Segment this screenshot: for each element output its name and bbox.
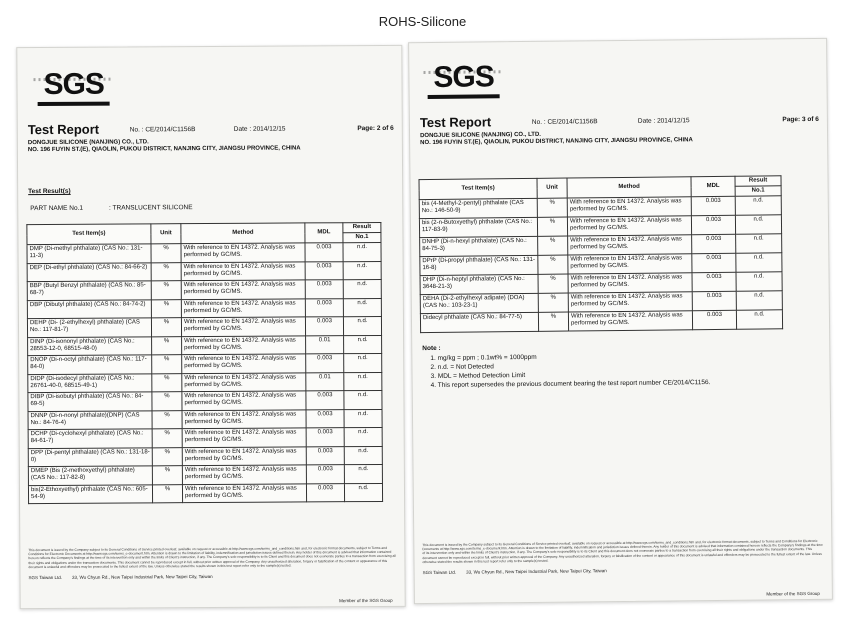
cell-result: n.d. xyxy=(344,483,382,502)
cell-unit: % xyxy=(152,447,182,466)
cell-unit: % xyxy=(538,236,568,255)
cell-result: n.d. xyxy=(344,446,382,465)
page-number: Page: 2 of 6 xyxy=(357,124,394,133)
part-name xyxy=(30,204,192,212)
cell-unit: % xyxy=(538,255,568,274)
cell-unit: % xyxy=(538,312,568,331)
cell-method: With reference to EN 14372. Analysis was performed by GC/MS. xyxy=(182,483,306,502)
cell-unit: % xyxy=(537,198,567,217)
col-header-result: Result xyxy=(343,222,381,232)
cell-result: n.d. xyxy=(343,316,381,335)
cell-method: With reference to EN 14372. Analysis was performed by GC/MS. xyxy=(182,391,306,410)
cell-mdl: 0.003 xyxy=(692,291,736,310)
company-address: NO. 196 FUYIN ST.(E), QIAOLIN, PUKOU DISTRICT, NANJING CITY, JIANGSU PROVINCE, CHINA xyxy=(27,145,301,154)
footer-address: 33, Wu Chyun Rd., New Taipei Industrial Park, New Taipei City, Taiwan xyxy=(466,568,607,575)
cell-item: DCHP (Di-cyclohexyl phthalate) (CAS No.: 84-61-7) xyxy=(28,429,152,448)
col-header-unit: Unit xyxy=(151,224,181,244)
footer-address: 33, Wu Chyun Rd., New Taipei Industrial Park, New Taipei City, Taiwan xyxy=(71,574,213,580)
cell-method: With reference to EN 14372. Analysis was performed by GC/MS. xyxy=(182,446,306,465)
report-header xyxy=(28,120,394,153)
results-table xyxy=(419,175,784,333)
cell-mdl: 0.003 xyxy=(306,391,344,410)
cell-mdl: 0.003 xyxy=(306,409,344,428)
cell-item: bis(2-Ethoxyethyl) phthalate (CAS No.: 605-54-9) xyxy=(28,484,152,503)
cell-unit: % xyxy=(537,217,567,236)
cell-result: n.d. xyxy=(736,253,782,272)
cell-mdl: 0.003 xyxy=(305,280,343,299)
cell-result: n.d. xyxy=(343,242,381,261)
cell-method: With reference to EN 14372. Analysis was performed by GC/MS. xyxy=(568,311,692,331)
cell-method: With reference to EN 14372. Analysis was performed by GC/MS. xyxy=(182,465,306,484)
table-row xyxy=(28,483,382,504)
col-header-item: Test Item(s) xyxy=(419,178,537,199)
cell-method: With reference to EN 14372. Analysis was performed by GC/MS. xyxy=(181,243,305,262)
cell-unit: % xyxy=(151,281,181,300)
cell-method: With reference to EN 14372. Analysis was performed by GC/MS. xyxy=(182,335,306,354)
cell-mdl: 0.003 xyxy=(305,243,343,262)
cell-item: DHP (Di-n-heptyl phthalate) (CAS No.: 3648-21-3) xyxy=(420,274,538,294)
page-footer xyxy=(28,545,396,604)
footer-disclaimer: This document is issued by the Company subject to its General Conditions of Service printed overleaf, available on request or accessible at http://www.sgs.com/terms_and_conditions.htm and, for electronic format documents, subject to Terms and Conditions for Electronic Documents at http://www.sgs.com/terms_e-document.htm. Attention is drawn to the limitation of liability, indemnification and jurisdiction issues defined therein. Any holder of this document is advised that information contained hereon reflects the Company's findings at the time of its intervention only and within the limits of Client's instruction, if any. The Company's sole responsibility is to its Client and this document does not exonerate parties to a transaction from exercising all their rights and obligations under the transaction documents. This document cannot be reproduced except in full, without prior written approval of the Company. Any unauthorized alteration, forgery or falsification of the content or appearance of this document is unlawful and offenders may be prosecuted to the fullest extent of the law. Unless otherwise stated the results shown in this test report refer only to the sample(s) tested. xyxy=(422,538,823,564)
cell-item: DINP (Di-isononyl phthalate) (CAS No.: 28553-12-0, 68515-48-0) xyxy=(28,336,152,355)
cell-item: DBP (Dibutyl phthalate) (CAS No.: 84-74-2) xyxy=(27,299,151,318)
cell-method: With reference to EN 14372. Analysis was performed by GC/MS. xyxy=(567,216,691,236)
footer-company: SGS Taiwan Ltd. xyxy=(422,569,457,576)
test-report-page-2 xyxy=(16,45,405,609)
cell-item: DIBP (Di-isobutyl phthalate) (CAS No.: 84-69-5) xyxy=(28,392,152,411)
cell-unit: % xyxy=(152,392,182,411)
footer-disclaimer: This document is issued by the Company subject to its General Conditions of Service printed overleaf, available on request or accessible at http://www.sgs.com/terms_and_conditions.htm and, for electronic format documents, subject to Terms and Conditions for Electronic Documents at http://www.sgs.com/terms_e-document.htm. Attention is drawn to the limitation of liability, indemnification and jurisdiction issues defined therein. Any holder of this document is advised that information contained hereon reflects the Company's findings at the time of its intervention only and within the limits of Client's instruction, if any. The Company's sole responsibility is to its Client and this document does not exonerate parties to a transaction from exercising all their rights and obligations under the transaction documents. This document cannot be reproduced except in full, without prior written approval of the Company. Any unauthorized alteration, forgery or falsification of the content or appearance of this document is unlawful and offenders may be prosecuted to the fullest extent of the law. Unless otherwise stated the results shown in this test report refer only to the sample(s) tested. xyxy=(28,545,396,569)
report-date: Date : 2014/12/15 xyxy=(233,125,286,133)
notes-section xyxy=(422,342,710,391)
table-row xyxy=(28,353,382,374)
cell-result: n.d. xyxy=(736,291,782,310)
cell-mdl: 0.003 xyxy=(305,261,343,280)
table-row xyxy=(28,335,382,356)
col-header-result-no1: No.1 xyxy=(735,186,781,196)
cell-result: n.d. xyxy=(343,298,381,317)
table-row xyxy=(27,279,381,300)
table-row xyxy=(28,409,382,430)
cell-unit: % xyxy=(152,336,182,355)
cell-mdl: 0.01 xyxy=(306,335,344,354)
cell-item: DMEP (Bis (2-methoxyethyl) phthalate) (CAS No.: 117-82-8) xyxy=(28,466,152,485)
cell-method: With reference to EN 14372. Analysis was performed by GC/MS. xyxy=(181,298,305,317)
cell-method: With reference to EN 14372. Analysis was performed by GC/MS. xyxy=(568,235,692,255)
part-name-label: PART NAME No.1 xyxy=(30,204,84,213)
cell-method: With reference to EN 14372. Analysis was performed by GC/MS. xyxy=(182,372,306,391)
cell-method: With reference to EN 14372. Analysis was performed by GC/MS. xyxy=(182,354,306,373)
test-report-page-3 xyxy=(408,38,833,604)
footer-member: Member of the SGS Group xyxy=(339,597,393,604)
cell-result: n.d. xyxy=(344,372,382,391)
footer-company: SGS Taiwan Ltd. xyxy=(28,574,62,581)
cell-unit: % xyxy=(151,244,181,263)
cell-item: DNOP (Di-n-octyl phthalate) (CAS No.: 117-84-0) xyxy=(28,355,152,374)
notes-title: Note : xyxy=(422,344,441,353)
table-row xyxy=(420,310,782,333)
report-title: Test Report xyxy=(27,121,100,138)
cell-unit: % xyxy=(151,299,181,318)
col-header-method: Method xyxy=(181,223,305,244)
cell-item: bis (2-n-Butoxyethyl) phthalate (CAS No.: 117-83-9) xyxy=(419,217,537,237)
test-results-label: Test Result(s) xyxy=(28,187,71,196)
cell-mdl: 0.003 xyxy=(306,483,344,502)
cell-result: n.d. xyxy=(344,335,382,354)
note-item: 4. This report supersedes the previous document bearing the test report number CE/2014/C1156. xyxy=(430,379,711,389)
cell-result: n.d. xyxy=(735,196,781,215)
cell-item: DPP (Di-pentyl phthalate) (CAS No.: 131-18-0) xyxy=(28,447,152,466)
results-table xyxy=(26,222,383,504)
table-row xyxy=(28,464,382,485)
report-number: No. : CE/2014/C1156B xyxy=(531,118,598,126)
report-header xyxy=(420,111,819,146)
note-item: 3. MDL = Method Detection Limit xyxy=(430,372,526,380)
cell-mdl: 0.003 xyxy=(305,298,343,317)
cell-result: n.d. xyxy=(736,234,782,253)
cell-mdl: 0.003 xyxy=(691,196,735,215)
table-row xyxy=(28,427,382,448)
cell-unit: % xyxy=(538,293,568,312)
table-row xyxy=(27,242,381,263)
cell-method: With reference to EN 14372. Analysis was performed by GC/MS. xyxy=(182,428,306,447)
footer-member: Member of the SGS Group xyxy=(766,590,820,597)
cell-result: n.d. xyxy=(343,279,381,298)
cell-mdl: 0.003 xyxy=(692,310,736,329)
cell-item: DEP (Di-ethyl phthalate) (CAS No.: 84-66-2) xyxy=(27,262,151,281)
cell-item: BBP (Butyl Benzyl phthalate) (CAS No.: 85-68-7) xyxy=(27,281,151,300)
page-number: Page: 3 of 6 xyxy=(782,115,819,124)
table-row xyxy=(27,298,381,319)
cell-mdl: 0.003 xyxy=(692,234,736,253)
cell-result: n.d. xyxy=(343,261,381,280)
cell-item: DNNP (Di-n-nonyl phthalate)(DNP) (CAS No.: 84-76-4) xyxy=(28,410,152,429)
cell-unit: % xyxy=(152,466,182,485)
table-row xyxy=(28,446,382,467)
col-header-result-no1: No.1 xyxy=(343,232,381,242)
col-header-result: Result xyxy=(735,176,781,186)
cell-unit: % xyxy=(151,262,181,281)
cell-item: DIDP (Di-isodecyl phthalate) (CAS No.: 26761-40-0, 68515-49-1) xyxy=(28,373,152,392)
part-name-value: : TRANSLUCENT SILICONE xyxy=(109,204,193,212)
company-address: NO. 196 FUYIN ST.(E), QIAOLIN, PUKOU DISTRICT, NANJING CITY, JIANGSU PROVINCE, CHINA xyxy=(420,137,693,147)
cell-unit: % xyxy=(152,410,182,429)
col-header-item: Test Item(s) xyxy=(27,224,151,245)
cell-method: With reference to EN 14372. Analysis was performed by GC/MS. xyxy=(181,317,305,336)
report-number: No. : CE/2014/C1156B xyxy=(129,126,196,134)
cell-result: n.d. xyxy=(344,464,382,483)
cell-item: Didecyl phthalate (CAS No.: 84-77-5) xyxy=(420,312,538,332)
cell-result: n.d. xyxy=(344,353,382,372)
cell-mdl: 0.003 xyxy=(306,446,344,465)
cell-item: DEHP (Di- (2-ethylhexyl) phthalate) (CAS No.: 117-81-7) xyxy=(27,318,151,337)
cell-unit: % xyxy=(152,429,182,448)
col-header-mdl: MDL xyxy=(691,176,735,196)
cell-mdl: 0.01 xyxy=(306,372,344,391)
cell-mdl: 0.003 xyxy=(306,354,344,373)
report-title: Test Report xyxy=(419,114,492,131)
cell-item: DEHA (Di-2-ethylhexyl adipate) (DOA) (CAS No.: 103-23-1) xyxy=(420,293,538,313)
cell-unit: % xyxy=(152,373,182,392)
table-row xyxy=(27,261,381,282)
cell-item: bis (4-Methyl-2-pentyl) phthalate (CAS No.: 146-50-9) xyxy=(419,198,537,218)
cell-method: With reference to EN 14372. Analysis was performed by GC/MS. xyxy=(568,273,692,293)
col-header-unit: Unit xyxy=(537,178,567,198)
cell-method: With reference to EN 14372. Analysis was performed by GC/MS. xyxy=(568,292,692,312)
sgs-logo: SGS xyxy=(427,62,500,99)
cell-result: n.d. xyxy=(344,427,382,446)
note-item: 2. n.d. = Not Detected xyxy=(430,363,494,371)
cell-unit: % xyxy=(152,484,182,503)
cell-result: n.d. xyxy=(735,215,781,234)
report-date: Date : 2014/12/15 xyxy=(637,117,690,125)
table-row xyxy=(28,372,382,393)
cell-result: n.d. xyxy=(344,409,382,428)
cell-method: With reference to EN 14372. Analysis was performed by GC/MS. xyxy=(182,409,306,428)
cell-result: n.d. xyxy=(344,390,382,409)
cell-result: n.d. xyxy=(736,310,782,329)
col-header-mdl: MDL xyxy=(305,223,343,243)
page-footer xyxy=(422,538,823,597)
table-row xyxy=(28,390,382,411)
cell-item: DPrP (Di-propyl phthalate) (CAS No.: 131-16-8) xyxy=(420,255,538,275)
cell-unit: % xyxy=(152,355,182,374)
document-title: ROHS-Silicone xyxy=(378,14,467,29)
company-name: DONGJUE SILICONE (NANJING) CO., LTD. xyxy=(27,139,149,147)
cell-method: With reference to EN 14372. Analysis was performed by GC/MS. xyxy=(181,261,305,280)
cell-method: With reference to EN 14372. Analysis was performed by GC/MS. xyxy=(568,254,692,274)
cell-method: With reference to EN 14372. Analysis was performed by GC/MS. xyxy=(181,280,305,299)
note-item: 1. mg/kg = ppm ; 0.1wt% = 1000ppm xyxy=(430,353,537,362)
cell-unit: % xyxy=(538,274,568,293)
cell-unit: % xyxy=(151,318,181,337)
cell-item: DMP (Di-methyl phthalate) (CAS No.: 131-11-3) xyxy=(27,244,151,263)
cell-result: n.d. xyxy=(736,272,782,291)
cell-mdl: 0.003 xyxy=(306,465,344,484)
company-name: DONGJUE SILICONE (NANJING) CO., LTD. xyxy=(420,131,541,140)
cell-mdl: 0.003 xyxy=(692,253,736,272)
cell-mdl: 0.003 xyxy=(306,428,344,447)
table-row xyxy=(27,316,381,337)
cell-mdl: 0.003 xyxy=(692,272,736,291)
cell-item: DNHP (Di-n-hexyl phthalate) (CAS No.: 84-75-3) xyxy=(420,236,538,256)
col-header-method: Method xyxy=(567,177,691,198)
sgs-logo: SGS xyxy=(37,70,110,106)
cell-method: With reference to EN 14372. Analysis was performed by GC/MS. xyxy=(567,197,691,217)
cell-mdl: 0.003 xyxy=(691,215,735,234)
cell-mdl: 0.003 xyxy=(305,317,343,336)
